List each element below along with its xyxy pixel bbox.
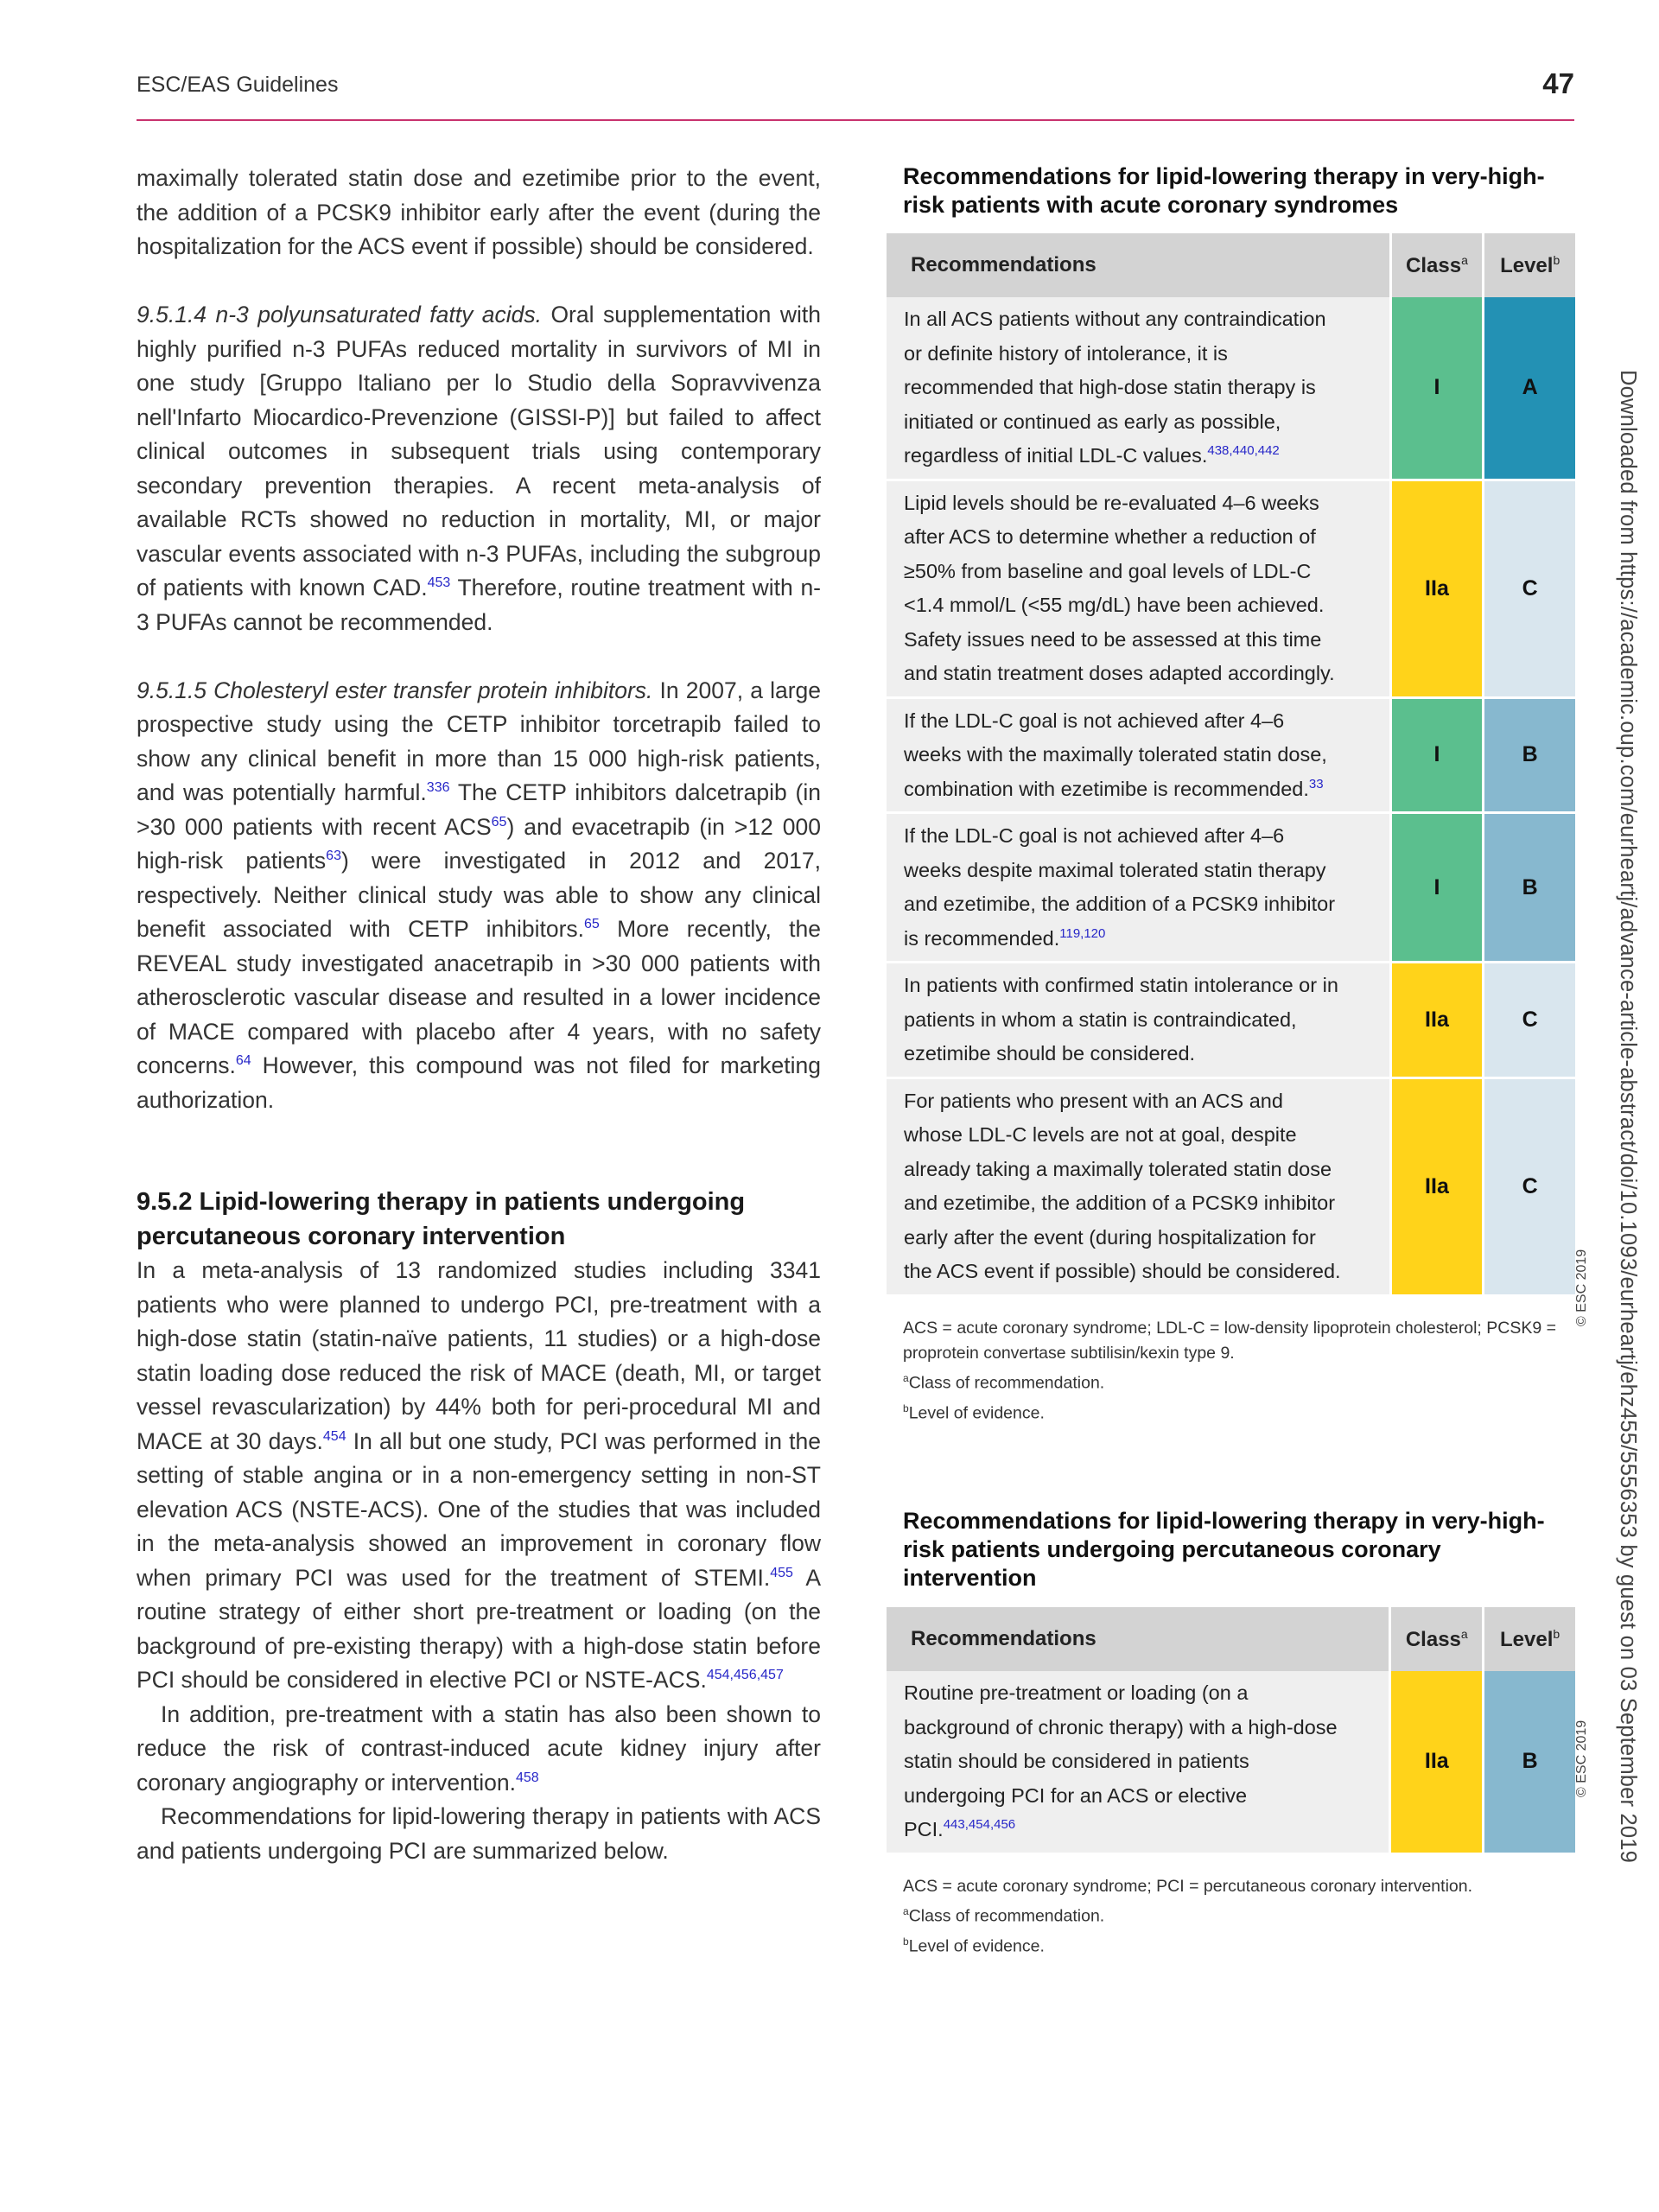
table-footnotes <box>903 1316 1586 1426</box>
citation-link[interactable]: 453 <box>427 575 451 591</box>
paragraph: 9.5.1.5 Cholesteryl ester transfer protein inhibitors. In 2007, a large prospective study using the CETP inhibitor torcetrapib failed to show any clinical benefit in more than 15 000 high-risk patients, and was potentially harmful.$^{336}$ The CETP inhibitors dalcetrapib (in >30 000 patients with recent ACS$^{65}$) and evacetrapib (in >12 000 high-risk patients$^{63}$) were investigated in 2012 and 2017, respectively. Neither clinical study was able to show any clinical benefit associated with CETP inhibitors.$^{65}$ More recently, the REVEAL study investigated anacetrapib in >30 000 patients with atherosclerotic vascular disease and resulted in a lower incidence of MACE compared with placebo after 4 years, with no safety concerns.$^{64}$ However, this compound was not filed for marketing authorization. <box>137 677 822 1113</box>
page-number: 47 <box>1542 67 1574 99</box>
footnote-a: $^a$Class of recommendation. <box>903 1905 1105 1926</box>
table-row <box>887 1079 1578 1297</box>
citation-link[interactable]: 454 <box>322 1428 346 1444</box>
download-notice[interactable]: Downloaded from https://academic.oup.com/eurheartj/advance-article-abstract/doi/10.1093/eurheartj/ehz455/5556353 by guest on 03 September 2019 <box>1616 370 1640 1864</box>
subsection-heading: 9.5.1.5 Cholesteryl ester transfer protein inhibitors. <box>137 677 653 703</box>
citation-link[interactable]: 33 <box>1308 776 1324 791</box>
table-title: Recommendations for lipid-lowering therapy in very-high-risk patients undergoing percutaneous coronary intervention <box>903 1508 1545 1591</box>
table-row <box>887 699 1578 815</box>
paragraph: maximally tolerated statin dose and ezetimibe prior to the event, the addition of a PCSK9 inhibitor early after the event (during the hospitalization for the ACS event if possible) should be considered. <box>137 165 821 259</box>
class-badge: IIa <box>1392 963 1485 1079</box>
class-badge: I <box>1392 699 1485 815</box>
table-row <box>887 481 1578 699</box>
header-recommendations: Recommendations <box>887 1607 1391 1671</box>
header-class: Class$^a$ <box>1391 1607 1484 1671</box>
paragraph: 9.5.1.4 n-3 polyunsaturated fatty acids. Oral supplementation with highly purified n-3 PUFAs reduced mortality in survivors of MI in one study [Gruppo Italiano per lo Studio della Sopravvivenza nell'Infarto Miocardico-Prevenzione (GISSI-P)] but failed to affect clinical outcomes in subsequent trials using contemporary secondary prevention therapies. A recent meta-analysis of available RCTs showed no reduction in mortality, MI, or major vascular events associated with n-3 PUFAs, including the subgroup of patients with known CAD.$^{453}$ Therefore, routine treatment with n-3 PUFAs cannot be recommended. <box>137 302 822 635</box>
abbreviations-note: ACS = acute coronary syndrome; PCI = percutaneous coronary intervention. <box>903 1877 1473 1896</box>
citation-link[interactable]: 65 <box>584 917 600 932</box>
level-badge: B <box>1484 699 1578 815</box>
table-row <box>887 1671 1578 1855</box>
level-badge: A <box>1484 297 1578 481</box>
table-row <box>887 963 1578 1079</box>
table-title: Recommendations for lipid-lowering therapy in very-high-risk patients with acute coronary syndromes <box>903 163 1545 218</box>
copyright-mark: © ESC 2019 <box>1574 1719 1589 1797</box>
level-badge: C <box>1484 963 1578 1079</box>
paragraph: Recommendations for lipid-lowering therapy in patients with ACS and patients undergoing PCI are summarized below. <box>137 1803 821 1864</box>
citation-link[interactable]: 63 <box>326 849 341 864</box>
running-header: ESC/EAS Guidelines <box>137 73 339 97</box>
header-class: Class$^a$ <box>1392 233 1485 297</box>
citation-link[interactable]: 336 <box>426 780 450 796</box>
paragraph: In a meta-analysis of 13 randomized studies including 3341 patients who were planned to undergo PCI, pre-treatment with a high-dose statin (statin-naïve patients, 11 studies) or a high-dose statin loading dose reduced the risk of MACE (death, MI, or target vessel revascularization) by 44% both for peri-procedural MI and MACE at 30 days.$^{454}$ In all but one study, PCI was performed in the setting of stable angina or in a non-emergency setting in non-ST elevation ACS (NSTE-ACS). One of the studies that was included in the meta-analysis showed an improvement in coronary flow when primary PCI was used for the treatment of STEMI.$^{455}$ A routine strategy of either short pre-treatment or loading (on the background of pre-existing therapy) with a high-dose statin before PCI should be considered in elective PCI or NSTE-ACS.$^{454,456,457}$ <box>137 1257 821 1693</box>
class-badge: I <box>1392 297 1485 481</box>
citation-link[interactable]: 119,120 <box>1059 925 1106 941</box>
recommendation-text: For patients who present with an ACS and whose LDL-C levels are not at goal, despite already taking a maximally tolerated statin dose and ezetimibe, the addition of a PCSK9 inhibitor early after the event (during hospitalization for the ACS event if possible) should be considered. <box>887 1079 1392 1297</box>
table-row <box>887 297 1578 481</box>
subsection-heading: 9.5.1.4 n-3 polyunsaturated fatty acids. <box>137 302 542 327</box>
table-row <box>887 814 1578 963</box>
copyright-mark: © ESC 2019 <box>1574 1249 1589 1326</box>
level-badge: B <box>1484 814 1578 963</box>
citation-link[interactable]: 443,454,456 <box>943 1817 1016 1833</box>
class-badge: IIa <box>1391 1671 1484 1855</box>
abbreviations-note: ACS = acute coronary syndrome; LDL-C = low-density lipoprotein cholesterol; PCSK9 = proprotein convertase subtilisin/kexin type 9. <box>903 1319 1556 1363</box>
header-recommendations: Recommendations <box>887 233 1392 297</box>
recommendations-table-pci <box>887 1607 1578 1855</box>
citation-link[interactable]: 455 <box>770 1565 793 1580</box>
paragraph: In addition, pre-treatment with a statin has also been shown to reduce the risk of contrast-induced acute kidney injury after coronary angiography or intervention.$^{458}$ <box>137 1700 821 1796</box>
recommendation-text: If the LDL-C goal is not achieved after 4–6 weeks with the maximally tolerated statin dose, combination with ezetimibe is recommended.$^{33}$ <box>887 699 1392 815</box>
recommendation-text: In patients with confirmed statin intolerance or in patients in whom a statin is contraindicated, ezetimibe should be considered. <box>887 963 1392 1079</box>
footnote-a: $^a$Class of recommendation. <box>903 1372 1105 1393</box>
section-heading: 9.5.2 Lipid-lowering therapy in patients undergoing percutaneous coronary intervention <box>137 1188 746 1250</box>
class-badge: IIa <box>1392 481 1485 699</box>
citation-link[interactable]: 454,456,457 <box>706 1668 784 1683</box>
level-badge: B <box>1484 1671 1578 1855</box>
header-level: Level$^b$ <box>1484 1607 1578 1671</box>
footnote-b: $^b$Level of evidence. <box>903 1402 1045 1422</box>
left-column <box>137 162 821 1868</box>
citation-link[interactable]: 64 <box>235 1053 251 1069</box>
level-badge: C <box>1484 1079 1578 1297</box>
recommendation-text: In all ACS patients without any contraindication or definite history of intolerance, it is recommended that high-dose statin therapy is initiated or continued as early as possible, regardless of initial LDL-C values.$^{438,440,442}$ <box>887 297 1392 481</box>
citation-link[interactable]: 65 <box>491 814 507 830</box>
header-divider <box>137 119 1574 121</box>
recommendations-table-acs <box>887 233 1578 1297</box>
citation-link[interactable]: 458 <box>515 1770 539 1785</box>
class-badge: IIa <box>1392 1079 1485 1297</box>
recommendation-text: Routine pre-treatment or loading (on a background of chronic therapy) with a high-dose statin should be considered in patients undergoing PCI for an ACS or elective PCI.$^{443,454,456}$ <box>887 1671 1391 1855</box>
recommendation-text: Lipid levels should be re-evaluated 4–6 weeks after ACS to determine whether a reduction of ≥50% from baseline and goal levels of LDL-C <1.4 mmol/L (<55 mg/dL) have been achieved. Safety issues need to be assessed at this time and statin treatment doses adapted accordingly. <box>887 481 1392 699</box>
class-badge: I <box>1392 814 1485 963</box>
citation-link[interactable]: 438,440,442 <box>1207 443 1280 459</box>
footnote-b: $^b$Level of evidence. <box>903 1935 1045 1955</box>
table-footnotes <box>903 1874 1586 1959</box>
recommendation-text: If the LDL-C goal is not achieved after 4–6 weeks despite maximal tolerated statin therapy and ezetimibe, the addition of a PCSK9 inhibitor is recommended.$^{119,120}$ <box>887 814 1392 963</box>
header-level: Level$^b$ <box>1484 233 1578 297</box>
level-badge: C <box>1484 481 1578 699</box>
